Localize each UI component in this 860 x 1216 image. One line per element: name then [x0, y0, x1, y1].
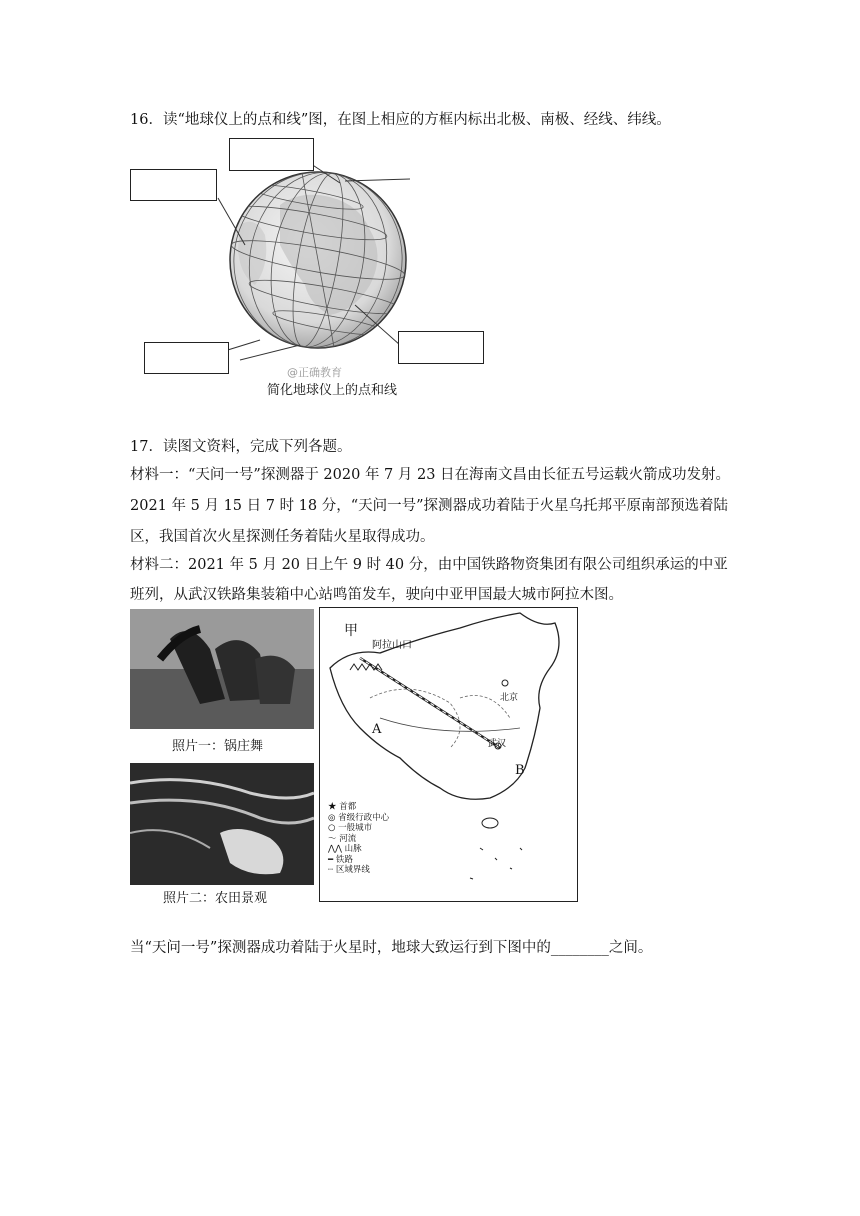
legend-row: 〜 河流 — [328, 833, 357, 844]
material1-line1: 材料一：“天问一号”探测器于 2020 年 7 月 23 日在海南文昌由长征五号运载火箭成功发射。 — [130, 467, 731, 483]
legend-row: ○ 一般城市 — [328, 823, 373, 833]
legend-row: ┈ 区域界线 — [328, 865, 370, 875]
material2-line2: 班列，从武汉铁路集装箱中心站鸣笛发车，驶向中亚甲国最大城市阿拉木图。 — [130, 587, 623, 603]
legend-row: ◎ 省级行政中心 — [328, 812, 390, 823]
watermark: @正确教育 — [287, 366, 342, 379]
map-label-A: A — [372, 722, 382, 737]
legend-row: ━ 铁路 — [328, 854, 353, 865]
legend-row: ⋀⋀ 山脉 — [328, 844, 362, 854]
map-label-B: B — [515, 763, 525, 778]
q17-intro: 17．读图文资料，完成下列各题。 — [130, 439, 352, 455]
map-label-alashankou: 阿拉山口 — [372, 640, 412, 651]
material2-line1: 材料二：2021 年 5 月 20 日上午 9 时 40 分，由中国铁路物资集团有限公司组织承运的中亚 — [130, 557, 728, 573]
photo-guozhuang-dance — [130, 609, 314, 729]
material1-line3: 区，我国首次火星探测任务着陆火星取得成功。 — [130, 529, 435, 545]
map-label-jia: 甲 — [344, 623, 358, 639]
answer-box-right[interactable] — [398, 331, 484, 364]
photo-farmland — [130, 763, 314, 885]
q17-question: 当“天问一号”探测器成功着陆于火星时，地球大致运行到下图中的________之间。 — [130, 940, 653, 956]
material1-line2: 2021 年 5 月 15 日 7 时 18 分，“天问一号”探测器成功着陆于火星乌托邦平原南部预选着陆 — [130, 498, 729, 514]
answer-box-left[interactable] — [130, 169, 217, 201]
q16-text: 16．读“地球仪上的点和线”图，在图上相应的方框内标出北极、南极、经线、纬线。 — [130, 112, 671, 128]
answer-box-top[interactable] — [229, 138, 314, 171]
map-label-beijing: 北京 — [500, 693, 519, 703]
photo1-caption: 照片一：锅庄舞 — [172, 739, 264, 754]
china-map — [319, 607, 578, 902]
map-label-wuhan: 武汉 — [488, 739, 507, 749]
legend-row: ★ 首都 — [328, 802, 357, 812]
photo2-caption: 照片二：农田景观 — [163, 891, 268, 906]
globe-caption: 简化地球仪上的点和线 — [267, 383, 398, 398]
answer-box-bottom[interactable] — [144, 342, 229, 374]
map-legend — [328, 802, 389, 876]
